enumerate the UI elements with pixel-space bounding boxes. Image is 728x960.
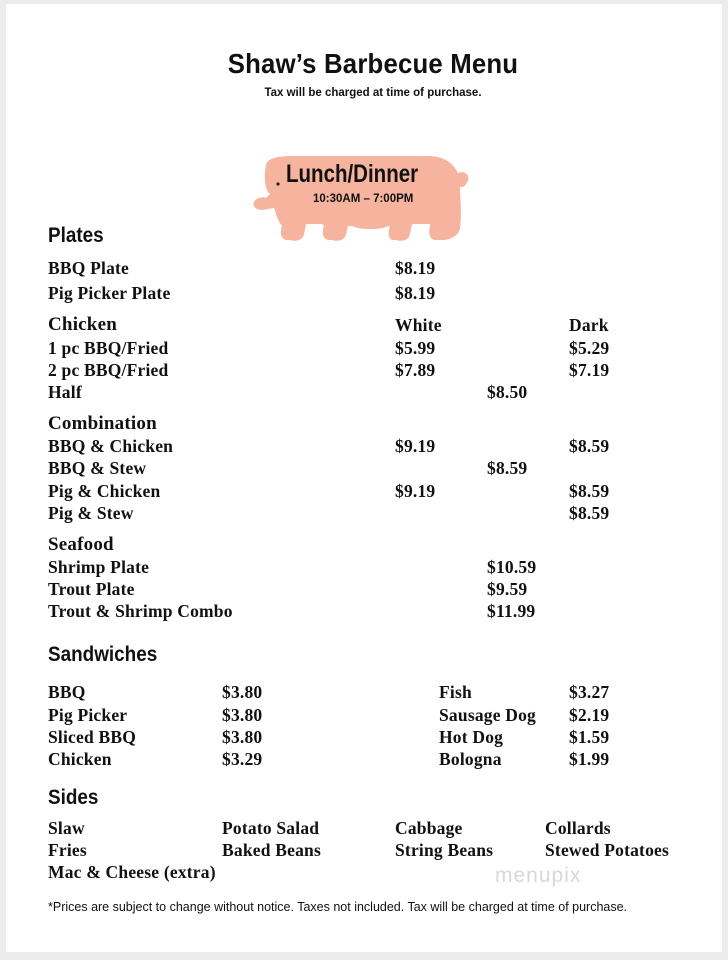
side-mac-cheese: Mac & Cheese (extra) [48,862,216,882]
trout-shrimp-price: $11.99 [487,601,536,621]
bbq-chicken-name: BBQ & Chicken [48,436,174,456]
side-potato-salad: Potato Salad [222,818,320,838]
seafood-heading: Seafood [48,534,114,555]
side-baked-beans: Baked Beans [222,840,321,860]
bbq-chicken-white: $9.19 [395,436,436,456]
two-pc-name: 2 pc BBQ/Fried [48,360,169,380]
half-name: Half [48,382,82,402]
menu-subtitle: Tax will be charged at time of purchase. [264,87,482,99]
one-pc-dark: $5.29 [569,338,610,358]
side-fries: Fries [48,840,87,860]
pig-picker-plate-name: Pig Picker Plate [48,283,171,303]
pig-chicken-white: $9.19 [395,481,436,501]
sandwich-fish-price: $3.27 [569,682,610,702]
sandwich-pig-picker-price: $3.80 [222,705,263,725]
two-pc-dark: $7.19 [569,360,610,380]
pig-stew-name: Pig & Stew [48,503,134,523]
bbq-stew-name: BBQ & Stew [48,458,147,478]
side-collards: Collards [545,818,611,838]
bbq-chicken-dark: $8.59 [569,436,610,456]
sandwich-hot-dog-name: Hot Dog [439,727,504,747]
sandwiches-heading: Sandwiches [48,643,158,666]
sandwich-bbq-name: BBQ [48,682,86,702]
side-cabbage: Cabbage [395,818,463,838]
chicken-heading: Chicken [48,314,117,335]
one-pc-name: 1 pc BBQ/Fried [48,338,169,358]
watermark: menupix [495,864,582,887]
sandwich-hot-dog-price: $1.59 [569,727,610,747]
sandwich-sausage-dog-name: Sausage Dog [439,705,537,725]
pig-chicken-dark: $8.59 [569,481,610,501]
side-stewed-potatoes: Stewed Potatoes [545,840,670,860]
sides-heading: Sides [48,786,99,809]
pig-picker-plate-price: $8.19 [395,283,436,303]
menu-title: Shaw’s Barbecue Menu [227,48,519,79]
combination-heading: Combination [48,413,157,434]
bbq-plate-name: BBQ Plate [48,258,130,278]
sandwich-chicken-name: Chicken [48,749,112,769]
footer-note: *Prices are subject to change without notice. Taxes not included. Tax will be charged at time of purchase. [48,900,628,914]
sandwich-sausage-dog-price: $2.19 [569,705,610,725]
bbq-stew-price: $8.59 [487,458,528,478]
dark-column-label: Dark [569,315,609,335]
sandwich-chicken-price: $3.29 [222,749,263,769]
sandwich-bologna-price: $1.99 [569,749,610,769]
sandwich-sliced-bbq-price: $3.80 [222,727,263,747]
pig-chicken-name: Pig & Chicken [48,481,161,501]
sandwich-sliced-bbq-name: Sliced BBQ [48,727,137,747]
trout-plate-price: $9.59 [487,579,528,599]
side-slaw: Slaw [48,818,85,838]
one-pc-white: $5.99 [395,338,436,358]
bbq-plate-price: $8.19 [395,258,436,278]
banner-label: Lunch/Dinner [286,160,419,188]
sandwich-pig-picker-name: Pig Picker [48,705,128,725]
banner-hours: 10:30AM – 7:00PM [313,193,414,205]
sandwich-bologna-name: Bologna [439,749,502,769]
shrimp-plate-name: Shrimp Plate [48,557,150,577]
sandwich-fish-name: Fish [439,682,472,702]
pig-stew-dark: $8.59 [569,503,610,523]
plates-heading: Plates [48,224,104,247]
shrimp-plate-price: $10.59 [487,557,537,577]
trout-plate-name: Trout Plate [48,579,135,599]
half-price: $8.50 [487,382,528,402]
trout-shrimp-name: Trout & Shrimp Combo [48,601,233,621]
sandwich-bbq-price: $3.80 [222,682,263,702]
side-string-beans: String Beans [395,840,494,860]
white-column-label: White [395,315,442,335]
two-pc-white: $7.89 [395,360,436,380]
